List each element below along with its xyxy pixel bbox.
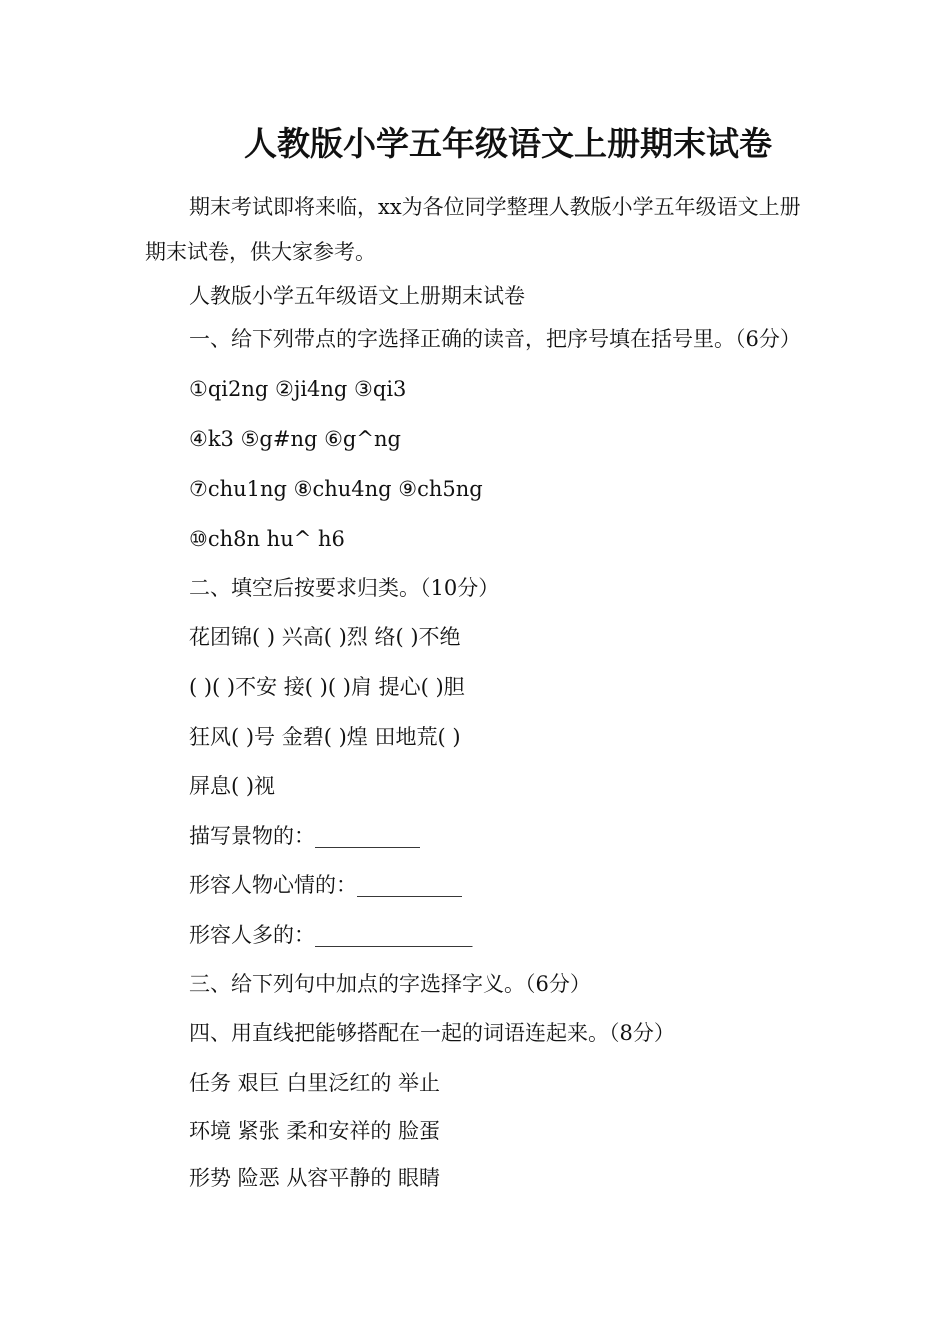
category-blank-line: 形容人多的：_______________ [189, 923, 473, 947]
idiom-fill-line: ( )( )不安 接( )( )肩 提心( )胆 [189, 675, 465, 699]
intro-paragraph: 期末考试即将来临，xx为各位同学整理人教版小学五年级语文上册期末试卷，供大家参考。 [145, 195, 801, 264]
pinyin-options-line: ⑦chu1ng ⑧chu4ng ⑨ch5ng [189, 477, 483, 501]
category-blank-line: 形容人物心情的：__________ [189, 873, 462, 897]
question-3-heading: 三、给下列句中加点的字选择字义。（6分） [189, 972, 591, 996]
idiom-fill-line: 花团锦( ) 兴高( )烈 络( )不绝 [189, 625, 461, 649]
matching-line: 环境 紧张 柔和安祥的 脸蛋 [189, 1119, 441, 1143]
question-2-heading: 二、填空后按要求归类。（10分） [189, 576, 500, 600]
idiom-fill-line: 狂风( )号 金碧( )煌 田地荒( ) [189, 725, 461, 749]
document-title: 人教版小学五年级语文上册期末试卷 [244, 124, 772, 163]
pinyin-options-line: ④k3 ⑤g#ng ⑥g^ng [189, 427, 401, 451]
question-4-heading: 四、用直线把能够搭配在一起的词语连起来。（8分） [189, 1021, 675, 1045]
category-blank-line: 描写景物的：__________ [189, 824, 420, 848]
matching-line: 形势 险恶 从容平静的 眼睛 [189, 1166, 441, 1190]
matching-line: 任务 艰巨 白里泛红的 举止 [189, 1071, 441, 1095]
pinyin-options-line: ①qi2ng ②ji4ng ③qi3 [189, 377, 407, 401]
pinyin-options-line: ⑩ch8n hu^ h6 [189, 527, 345, 551]
subtitle-line: 人教版小学五年级语文上册期末试卷 [189, 284, 525, 308]
question-1-heading: 一、给下列带点的字选择正确的读音，把序号填在括号里。（6分） [189, 327, 801, 351]
idiom-fill-line: 屏息( )视 [189, 774, 276, 798]
